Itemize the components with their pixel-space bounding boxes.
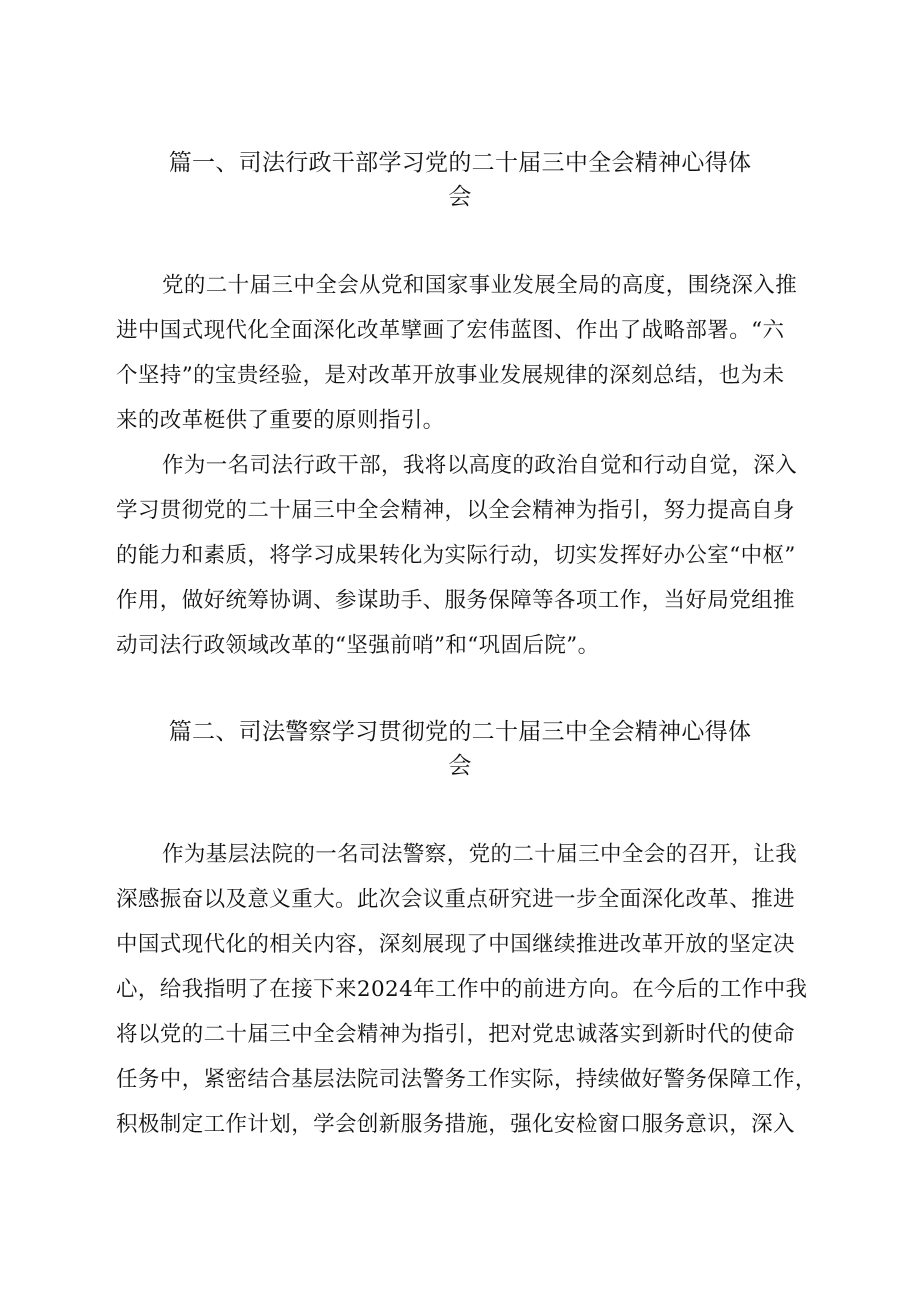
text-line: 作用，做好统筹协调、参谋助手、服务保障等各项工作，当好局党组推 — [116, 588, 795, 613]
text-line: 作为一名司法行政干部，我将以高度的政治自觉和行动自觉，深入 — [162, 453, 798, 478]
text-line: 深感振奋以及意义重大。此次会议重点研究进一步全面深化改革、推进 — [116, 887, 795, 912]
section-1-title-line-1: 篇一、司法行政干部学习党的二十届三中全会精神心得体 — [168, 150, 752, 176]
text-line: 将以党的二十届三中全会精神为指引，把对党忠诚落实到新时代的使命 — [116, 1022, 795, 1047]
section-2-title-line-1: 篇二、司法警察学习贯彻党的二十届三中全会精神心得体 — [168, 719, 752, 745]
text-line: 进中国式现代化全面深化改革擘画了宏伟蓝图、作出了战略部署。“六 — [116, 318, 785, 343]
text-line: 党的二十届三中全会从党和国家事业发展全局的高度，围绕深入推 — [162, 273, 798, 298]
section-2-title-line-2: 会 — [448, 753, 472, 779]
text-line: 积极制定工作计划，学会创新服务措施，强化安检窗口服务意识，深入 — [116, 1112, 795, 1137]
section-2-title — [160, 715, 760, 783]
text-line: 个坚持”的宝贵经验，是对改革开放事业发展规律的深刻总结，也为未 — [116, 363, 785, 388]
text-line: 的能力和素质，将学习成果转化为实际行动，切实发挥好办公室“中枢” — [116, 543, 796, 568]
text-line: 心，给我指明了在接下来2024年工作中的前进方向。在今后的工作中我 — [116, 977, 808, 1002]
text-line: 来的改革梃供了重要的原则指引。 — [116, 408, 445, 433]
section-1-title — [160, 146, 760, 214]
text-line: 作为基层法院的一名司法警察，党的二十届三中全会的召开，让我 — [162, 842, 798, 867]
section-1-paragraph-2 — [116, 443, 828, 668]
text-line: 任务中，紧密结合基层法院司法警务工作实际，持续做好警务保障工作， — [116, 1067, 817, 1092]
section-1-title-line-2: 会 — [448, 184, 472, 210]
section-1-paragraph-1 — [116, 263, 828, 443]
text-line: 动司法行政领域改革的“坚强前哨”和“巩固后院”。 — [116, 633, 600, 658]
text-line: 中国式现代化的相关内容，深刻展现了中国继续推进改革开放的坚定决 — [116, 932, 795, 957]
text-line: 学习贯彻党的二十届三中全会精神，以全会精神为指引，努力提高自身 — [116, 498, 795, 523]
section-2-paragraph-1 — [116, 832, 828, 1147]
